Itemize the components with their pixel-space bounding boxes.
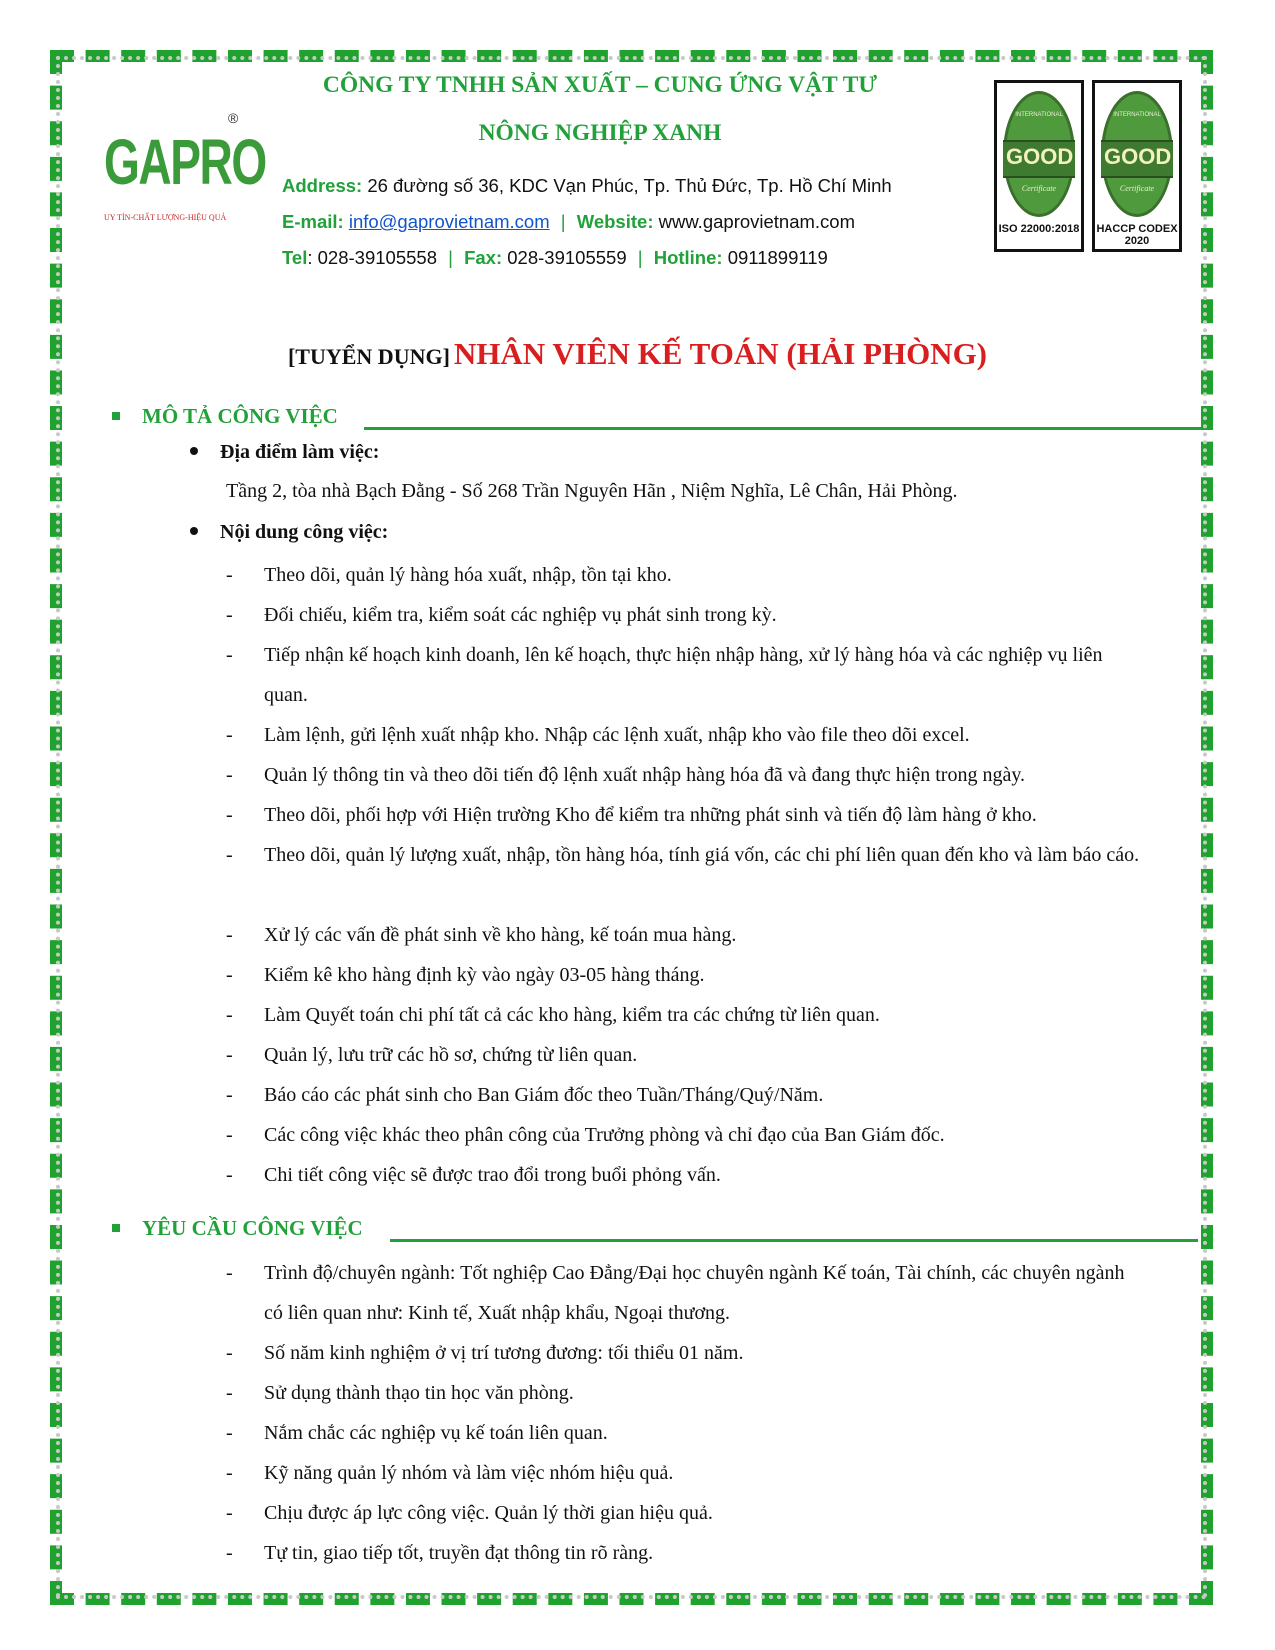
seal-mark: GOOD: [1104, 144, 1172, 169]
email-website-line: [282, 211, 855, 233]
dash-bullet: -: [226, 964, 233, 986]
phone-line: [282, 247, 828, 269]
section-heading-job-description: [112, 404, 338, 432]
seal-mark: GOOD: [1006, 144, 1074, 169]
list-item-text: Nắm chắc các nghiệp vụ kế toán liên quan.: [264, 1422, 608, 1444]
location-label: Địa điểm làm việc:: [220, 441, 380, 463]
heading-underline: [390, 1239, 1198, 1242]
dash-bullet: -: [226, 724, 233, 746]
list-item: [226, 1333, 1146, 1373]
company-logo: [104, 110, 266, 228]
list-item-text: Quản lý thông tin và theo dõi tiến độ lệnh xuất nhập hàng hóa đã và đang thực hiện trong ngày.: [264, 764, 1026, 786]
list-item-text: Xử lý các vấn đề phát sinh về kho hàng, kế toán mua hàng.: [264, 924, 737, 946]
dash-bullet: -: [226, 1084, 233, 1106]
separator: |: [560, 211, 566, 232]
dash-bullet: -: [226, 844, 233, 866]
good-seal-icon: [1003, 91, 1075, 217]
list-item-text: Tự tin, giao tiếp tốt, truyền đạt thông tin rõ ràng.: [264, 1542, 654, 1564]
dash-bullet: -: [226, 1044, 233, 1066]
square-bullet-icon: [112, 412, 120, 420]
list-item: [226, 1075, 1146, 1115]
list-item: [226, 995, 1146, 1035]
seal-bottom-text: Certificate: [1021, 184, 1057, 193]
list-item: [226, 755, 1146, 795]
dash-bullet: -: [226, 1164, 233, 1186]
dash-bullet: -: [226, 1342, 233, 1364]
logo-slogan: UY TÍN-CHẤT LƯỢNG-HIỆU QUẢ: [104, 213, 227, 222]
content-bullet: [190, 521, 388, 544]
dash-bullet: -: [226, 1462, 233, 1484]
tel-label: Tel: [282, 247, 308, 268]
dash-bullet: -: [226, 1502, 233, 1524]
separator: |: [637, 247, 643, 268]
heading-underline: [364, 427, 1202, 430]
email-link[interactable]: info@gaprovietnam.com: [348, 211, 550, 232]
dash-bullet: -: [226, 604, 233, 626]
section-heading-text: MÔ TẢ CÔNG VIỆC: [142, 404, 338, 428]
list-item-text: Báo cáo các phát sinh cho Ban Giám đốc theo Tuần/Tháng/Quý/Năm.: [264, 1084, 824, 1106]
dash-bullet: -: [226, 1004, 233, 1026]
fax-label: Fax:: [464, 247, 503, 268]
fax-value: 028-39105559: [507, 247, 627, 268]
haccp-certificate-badge: [1092, 80, 1182, 252]
list-item-text: Làm Quyết toán chi phí tất cả các kho hàng, kiểm tra các chứng từ liên quan.: [264, 1004, 880, 1026]
address-value: 26 đường số 36, KDC Vạn Phúc, Tp. Thủ Đức, Tp. Hồ Chí Minh: [367, 175, 892, 196]
hotline-value: 0911899119: [727, 247, 828, 268]
list-item: [226, 1035, 1146, 1075]
list-item-text: Chi tiết công việc sẽ được trao đổi trong buổi phỏng vấn.: [264, 1164, 721, 1186]
hotline-label: Hotline:: [653, 247, 723, 268]
section-heading-requirements: [112, 1216, 363, 1244]
separator: |: [448, 247, 453, 268]
email-label: E-mail:: [282, 211, 344, 232]
content-label: Nội dung công việc:: [220, 521, 389, 543]
dash-bullet: -: [226, 1422, 233, 1444]
list-item-text: Trình độ/chuyên ngành: Tốt nghiệp Cao Đẳng/Đại học chuyên ngành Kế toán, Tài chính, các chuyên ngành có liên quan như: Kinh tế, Xuất nhập khẩu, Ngoại thương.: [264, 1262, 1125, 1324]
list-item-text: Kiểm kê kho hàng định kỳ vào ngày 03-05 hàng tháng.: [264, 964, 705, 986]
list-item-text: Kỹ năng quản lý nhóm và làm việc nhóm hiệu quả.: [264, 1462, 674, 1484]
list-item-text: Sử dụng thành thạo tin học văn phòng.: [264, 1382, 574, 1404]
seal-bottom-text: Certificate: [1119, 184, 1155, 193]
list-item: [226, 555, 1146, 595]
good-seal-icon: [1101, 91, 1173, 217]
dash-bullet: -: [226, 1542, 233, 1564]
list-item-text: Theo dõi, quản lý lượng xuất, nhập, tồn hàng hóa, tính giá vốn, các chi phí liên quan đến kho và làm báo cáo.: [264, 844, 1140, 866]
iso-certificate-badge: [994, 80, 1084, 252]
seal-top-text: INTERNATIONAL: [1113, 112, 1161, 118]
dash-bullet: -: [226, 804, 233, 826]
list-item: [226, 1453, 1146, 1493]
dash-bullet: -: [226, 764, 233, 786]
title-main: NHÂN VIÊN KẾ TOÁN (HẢI PHÒNG): [453, 336, 988, 371]
section-heading-text: YÊU CẦU CÔNG VIỆC: [142, 1216, 363, 1240]
dash-bullet: -: [226, 924, 233, 946]
list-item: [226, 1115, 1146, 1155]
list-item: [226, 1413, 1146, 1453]
list-item: [226, 955, 1146, 995]
list-item-text: Theo dõi, quản lý hàng hóa xuất, nhập, tồn tại kho.: [264, 564, 672, 586]
logo-wordmark: GAPRO: [104, 126, 266, 198]
list-item-text: Làm lệnh, gửi lệnh xuất nhập kho. Nhập các lệnh xuất, nhập kho vào file theo dõi excel.: [264, 724, 970, 746]
address-line: [282, 175, 892, 197]
list-item: [226, 1493, 1146, 1533]
square-bullet-icon: [112, 1224, 120, 1232]
location-bullet: [190, 441, 379, 464]
website-value[interactable]: www.gaprovietnam.com: [658, 211, 856, 232]
list-item: [226, 835, 1146, 915]
seal-top-text: INTERNATIONAL: [1015, 112, 1063, 118]
list-item-text: Theo dõi, phối hợp với Hiện trường Kho để kiểm tra những phát sinh và tiến độ làm hàng ở kho.: [264, 804, 1037, 826]
dash-bullet: -: [226, 1262, 233, 1284]
registered-mark: ®: [228, 110, 239, 126]
list-item: [226, 795, 1146, 835]
list-item: [226, 595, 1146, 635]
bullet-dot-icon: [190, 527, 198, 535]
address-label: Address:: [282, 175, 363, 196]
company-name-line1: CÔNG TY TNHH SẢN XUẤT – CUNG ỨNG VẬT TƯ: [322, 72, 878, 98]
list-item-text: Tiếp nhận kế hoạch kinh doanh, lên kế hoạch, thực hiện nhập hàng, xử lý hàng hóa và các nghiệp vụ liên quan.: [264, 644, 1103, 706]
dash-bullet: -: [226, 564, 233, 586]
list-item: [226, 715, 1146, 755]
dash-bullet: -: [226, 1382, 233, 1404]
tel-value: : 028-39105558: [307, 247, 437, 268]
list-item-text: Số năm kinh nghiệm ở vị trí tương đương: tối thiểu 01 năm.: [264, 1342, 744, 1364]
company-name-line2: NÔNG NGHIỆP XANH: [478, 120, 722, 146]
list-item: [226, 635, 1146, 715]
list-item: [226, 1533, 1146, 1573]
location-value: Tầng 2, tòa nhà Bạch Đằng - Số 268 Trần Nguyên Hãn , Niệm Nghĩa, Lê Chân, Hải Phòng.: [226, 480, 958, 502]
list-item-text: Chịu được áp lực công việc. Quản lý thời gian hiệu quả.: [264, 1502, 713, 1524]
list-item: [226, 1253, 1146, 1333]
list-item-text: Đối chiếu, kiểm tra, kiểm soát các nghiệp vụ phát sinh trong kỳ.: [264, 604, 777, 626]
list-item-text: Các công việc khác theo phân công của Trưởng phòng và chỉ đạo của Ban Giám đốc.: [264, 1124, 945, 1146]
list-item: [226, 915, 1146, 955]
dash-bullet: -: [226, 644, 233, 666]
website-label: Website:: [576, 211, 654, 232]
list-item: [226, 1373, 1146, 1413]
dash-bullet: -: [226, 1124, 233, 1146]
list-item: [226, 1155, 1146, 1195]
certificate-label: HACCP CODEX 2020: [1096, 223, 1178, 247]
title-prefix: [TUYỂN DỤNG]: [287, 344, 450, 369]
certificate-label: ISO 22000:2018: [998, 223, 1080, 235]
list-item-text: Quản lý, lưu trữ các hồ sơ, chứng từ liên quan.: [264, 1044, 638, 1066]
page-title: [0, 336, 1275, 372]
bullet-dot-icon: [190, 447, 198, 455]
